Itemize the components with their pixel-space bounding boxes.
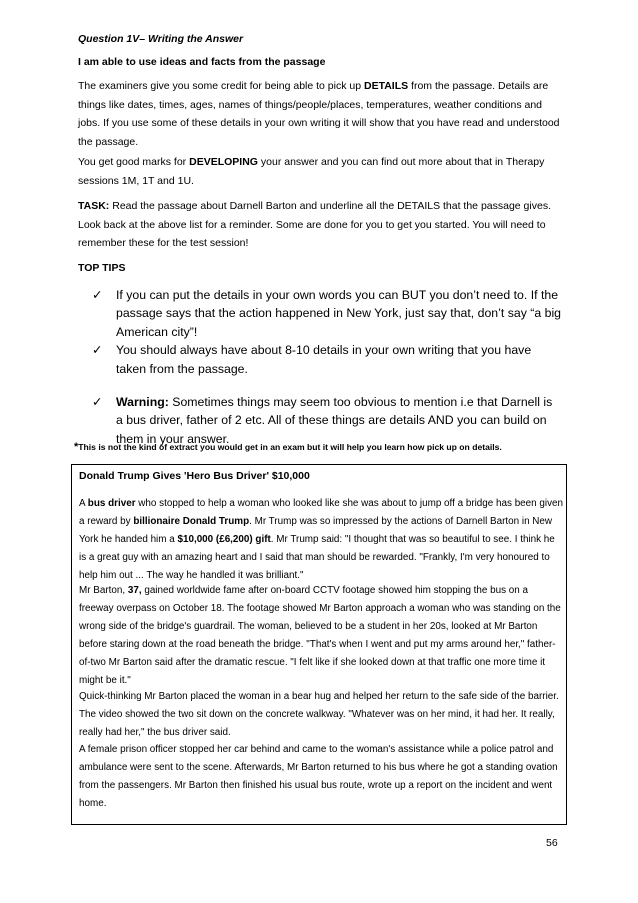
checkmark-icon: ✓	[92, 395, 103, 410]
section-heading: Question 1V– Writing the Answer	[78, 33, 244, 45]
article-paragraph: Quick-thinking Mr Barton placed the woman in a bear hug and helped her return to the safe side of the barrier. The video showed the two sit down on the concrete walkway. "Whatever was on her mind, it had her. It really, really had her," the bus driver said.	[79, 691, 559, 739]
learning-objective: I am able to use ideas and facts from the passage	[78, 56, 326, 68]
article-title: Donald Trump Gives 'Hero Bus Driver' $10,000	[79, 470, 310, 482]
article-box	[71, 464, 567, 825]
intro-paragraph: The examiners give you some credit for being able to pick up DETAILS from the passage. Details are things like dates, times, ages, names of things/people/places, temperatures, weather conditions and jobs. If you use some of these details in your own writing it will show that you have read and understood the passage.	[78, 80, 560, 148]
asterisk: *	[74, 441, 79, 453]
task-label: TASK:	[78, 200, 110, 212]
article-paragraph: A bus driver who stopped to help a woman who looked like she was about to jump off a bridge has been given a reward by billionaire Donald Trump. Mr Trump was so impressed by the actions of Darnell Barton in New York he handed him a $10,000 (£6,200) gift. Mr Trump said: "I thought that was so beautiful to see. I think he is a great guy with an amazing heart and I said that man should be rewarded. "Frankly, I'm very honoured to help him out ... The way he handled it was brilliant."	[79, 498, 564, 582]
task-paragraph: TASK: Read the passage about Darnell Barton and underline all the DETAILS that the passage gives. Look back at the above list for a reminder. Some are done for you to get you started. You will need to remember these for the test session!	[78, 200, 551, 250]
developing-emphasis: DEVELOPING	[189, 156, 258, 168]
list-item: ✓ If you can put the details in your own words you can BUT you don’t need to. If the passage says that the action happened in New York, just say that, don’t say “a big American city”!	[92, 288, 562, 339]
list-item: ✓ You should always have about 8-10 details in your own writing that you have taken from the passage.	[92, 343, 532, 376]
warning-label: Warning:	[116, 395, 169, 410]
details-emphasis: DETAILS	[363, 80, 409, 92]
developing-paragraph: You get good marks for DEVELOPING your answer and you can find out more about that in Therapy sessions 1M, 1T and 1U.	[78, 156, 545, 187]
checkmark-icon: ✓	[92, 343, 103, 358]
page-number: 56	[546, 837, 558, 849]
top-tips-heading: TOP TIPS	[78, 262, 126, 274]
list-item: ✓ Warning: Sometimes things may seem too obvious to mention i.e that Darnell is a bus driver, father of 2 etc. All of these things are details AND you can build on them in your answer.	[92, 395, 553, 446]
tips-list	[92, 286, 562, 448]
checkmark-icon: ✓	[92, 288, 103, 302]
article-paragraph: A female prison officer stopped her car behind and came to the woman's assistance while a police patrol and ambulance were sent to the scene. Afterwards, Mr Barton returned to his bus where he got a standing ovation from the passengers. Mr Barton then finished his usual bus route, wrote up a report on the incident and went home.	[79, 744, 558, 810]
extract-note: *This is not the kind of extract you would get in an exam but it will help you learn how pick up on details.	[74, 441, 502, 453]
article-paragraph: Mr Barton, 37, gained worldwide fame after on-board CCTV footage showed him stopping the bus on a freeway overpass on October 18. The footage showed Mr Barton approach a woman who was standing on the wrong side of the bridge's guardrail. The woman, believed to be a student in her 20s, looked at Mr Barton before staring down at the road beneath the bridge. "That's when I went and put my arms around her," father-of-two Mr Barton said after the dramatic rescue. "I felt like if she looked down at that traffic one more time it might be it."	[79, 585, 561, 687]
